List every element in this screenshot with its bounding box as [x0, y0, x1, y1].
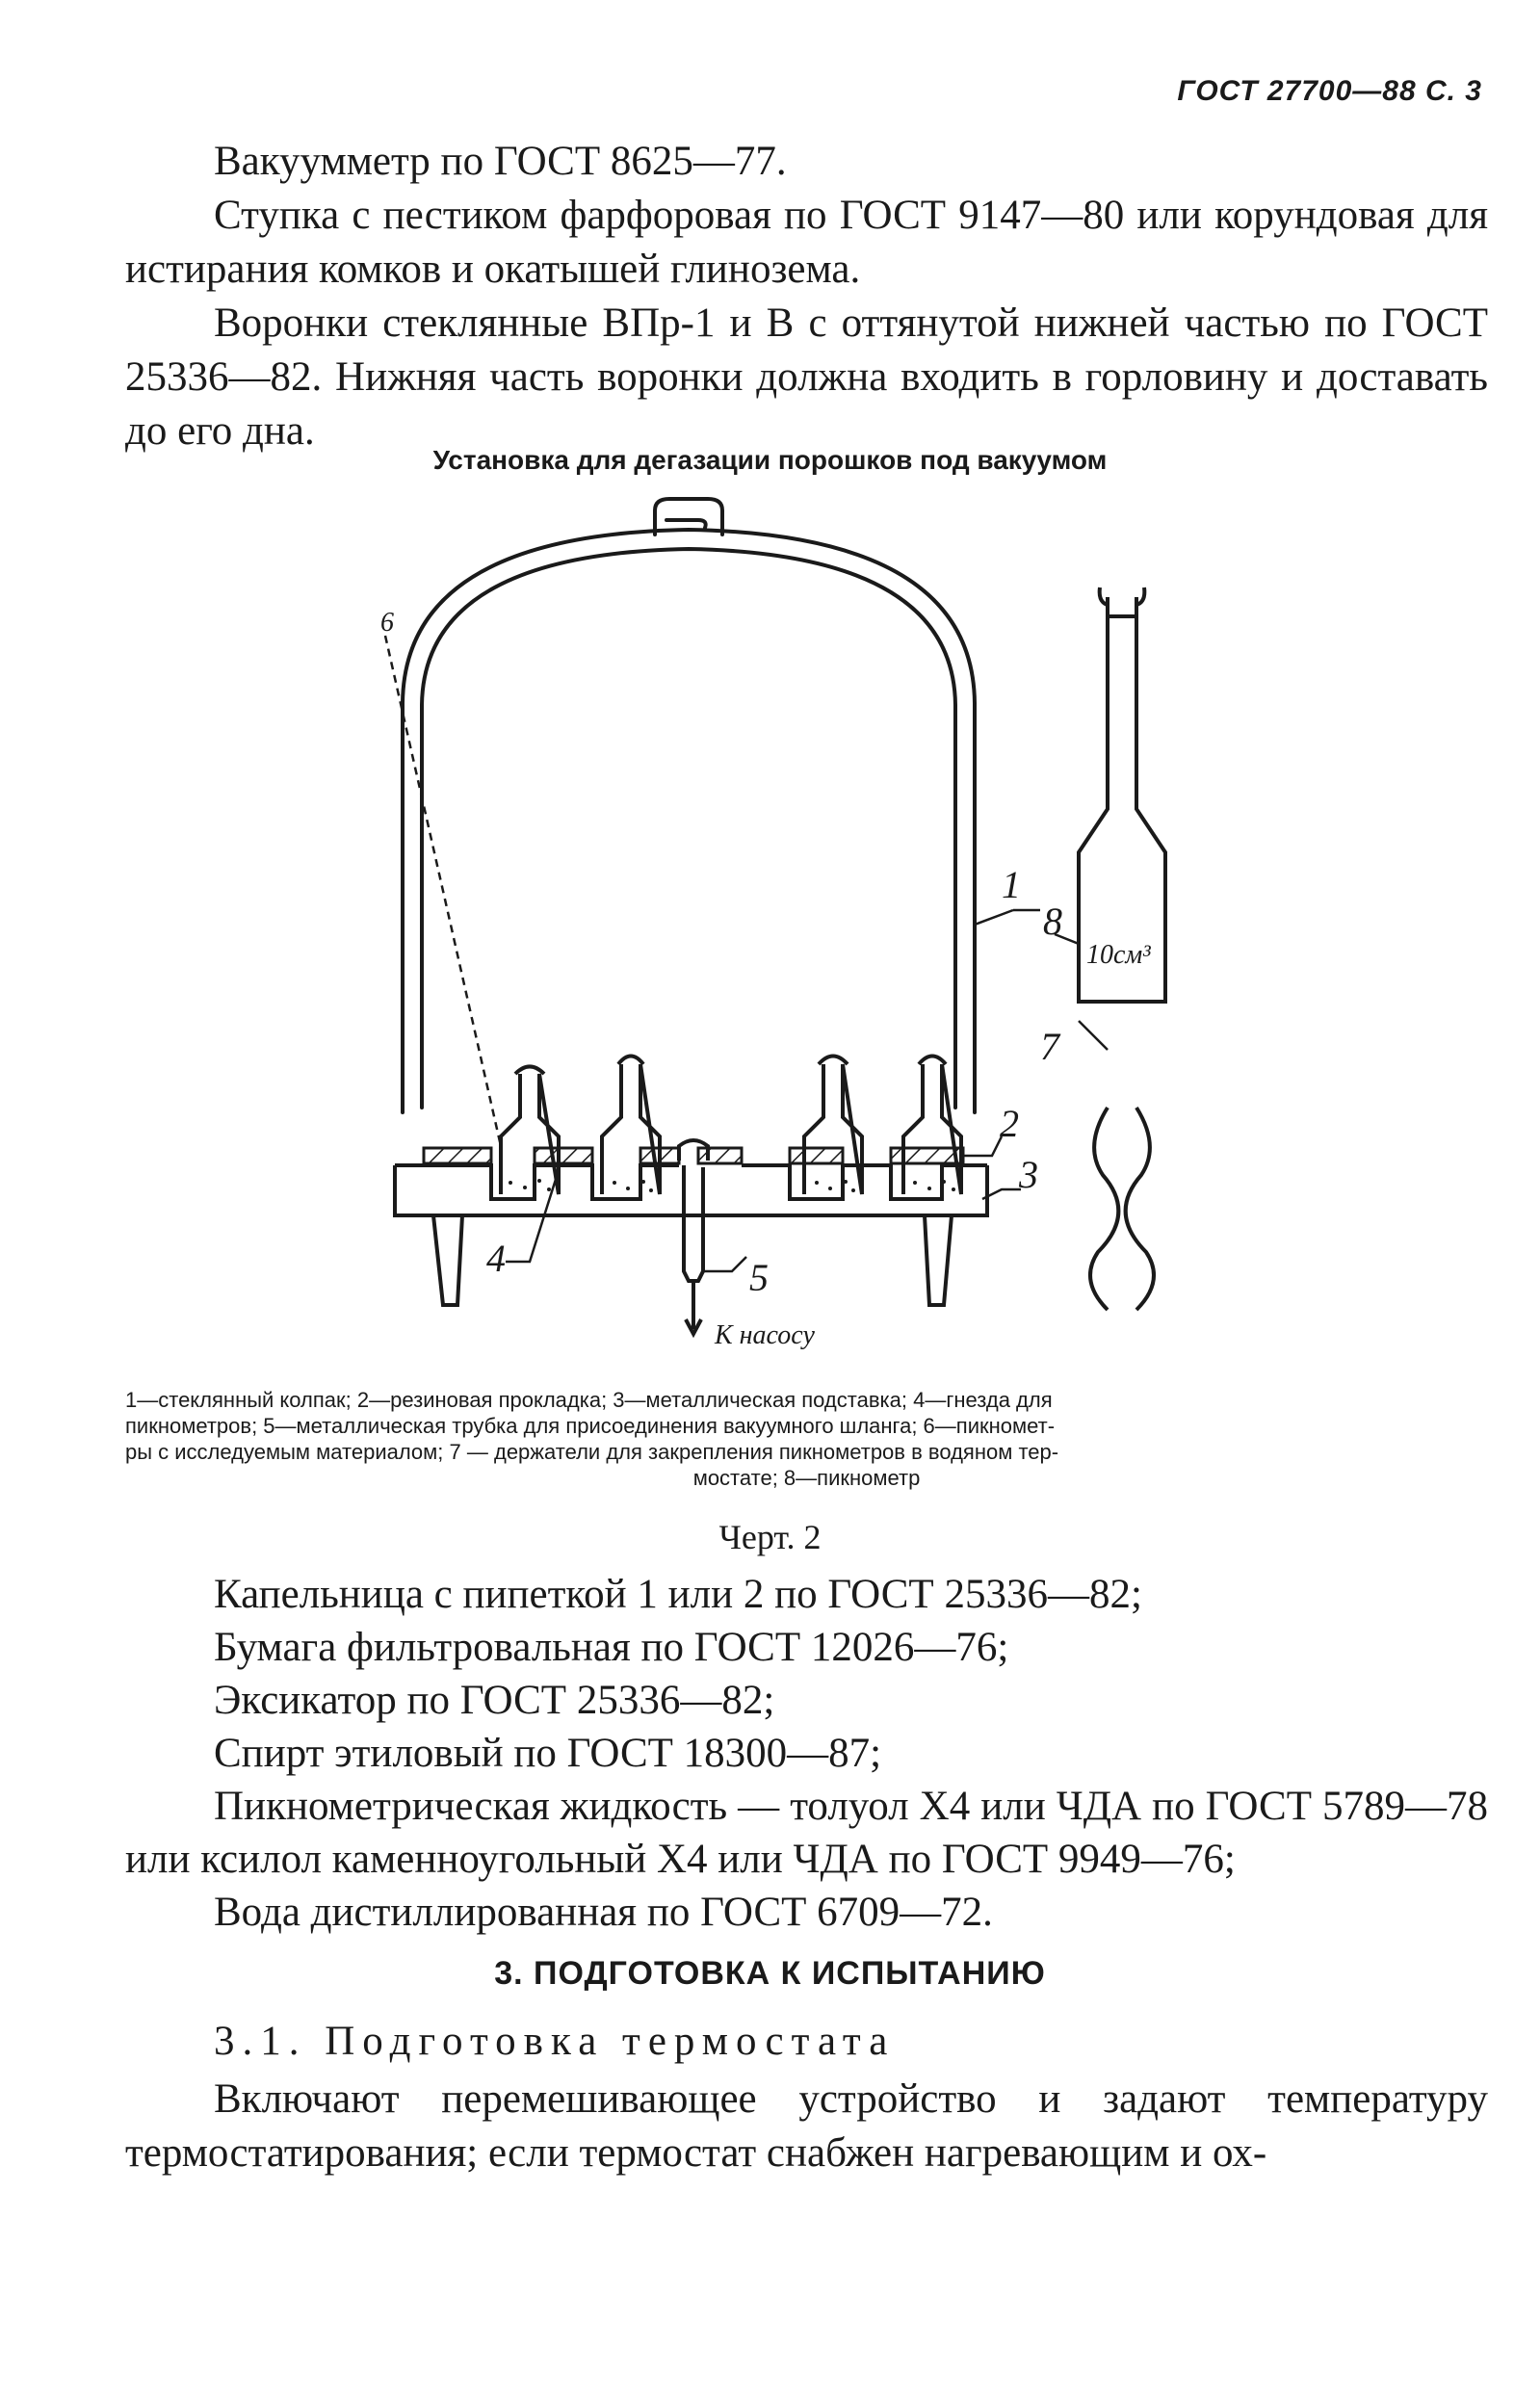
holder	[1090, 1108, 1154, 1310]
section-title: 3. ПОДГОТОВКА К ИСПЫТАНИЮ	[494, 1955, 1046, 1992]
running-head: ГОСТ 27700—88 С. 3	[1177, 75, 1482, 107]
label-3: 3	[1019, 1153, 1038, 1196]
volume-label: 10см³	[1086, 940, 1151, 970]
sample-material	[509, 1179, 955, 1192]
glass-bell-inner	[422, 549, 955, 1108]
label-7: 7	[1040, 1025, 1059, 1068]
figure-caption	[125, 1387, 1488, 1491]
paragraph-mortar: Ступка с пестиком фарфоровая по ГОСТ 9147—80 или корундовая для истирания комков и окатышей глинозема.	[125, 193, 1488, 292]
metal-stand	[395, 1165, 987, 1305]
intro-text	[125, 135, 1488, 458]
list-item: Вода дистиллированная по ГОСТ 6709—72.	[214, 1890, 993, 1935]
section-paragraph	[125, 2073, 1488, 2180]
glass-bell-outer	[403, 530, 975, 1112]
caption-line: пикнометров; 5—металлическая трубка для присоединения вакуумного шланга; 6—пикномет-	[125, 1414, 1056, 1438]
list-item: Капельница с пипеткой 1 или 2 по ГОСТ 25336—82;	[214, 1572, 1142, 1617]
label-8: 8	[1043, 900, 1062, 943]
label-4: 4	[486, 1237, 506, 1280]
rubber-gasket	[424, 1148, 963, 1163]
figure-number: Черт. 2	[718, 1518, 822, 1556]
label-6: 6	[380, 608, 394, 638]
pump-label: К насосу	[715, 1320, 815, 1350]
paragraph-thermostat: Включают перемешивающее устройство и задают температуру термостатирования; если термостат снабжен нагревающим и ох-	[125, 2076, 1488, 2176]
list-item: Бумага фильтровальная по ГОСТ 12026—76;	[214, 1625, 1009, 1670]
subsection-title: 3.1. Подготовка термостата	[214, 2019, 896, 2064]
materials-list	[125, 1568, 1488, 1939]
list-item: Эксикатор по ГОСТ 25336—82;	[214, 1678, 775, 1723]
label-2: 2	[1000, 1102, 1019, 1145]
figure-title: Установка для дегазации порошков под вакуумом	[432, 445, 1108, 475]
caption-line: 1—стеклянный колпак; 2—резиновая прокладка; 3—металлическая подставка; 4—гнезда для	[125, 1388, 1053, 1412]
metal-tube	[679, 1140, 708, 1334]
label-1: 1	[1002, 863, 1021, 906]
list-item: Пикнометрическая жидкость — толуол Х4 или ЧДА по ГОСТ 5789—78 или ксилол каменноугольный Х4 или ЧДА по ГОСТ 9949—76;	[125, 1784, 1488, 1882]
caption-line: мостате; 8—пикнометр	[692, 1466, 921, 1490]
leader-lines	[385, 636, 1108, 1271]
degassing-apparatus-figure	[366, 482, 1522, 1377]
label-5: 5	[749, 1256, 769, 1299]
caption-line: ры с исследуемым материалом; 7 — держатели для закрепления пикнометров в водяном тер-	[125, 1440, 1059, 1464]
list-item: Спирт этиловый по ГОСТ 18300—87;	[214, 1731, 882, 1776]
paragraph-vacuum-gauge: Вакуумметр по ГОСТ 8625—77.	[214, 139, 787, 184]
paragraph-funnels: Воронки стеклянные ВПр-1 и В с оттянутой нижней частью по ГОСТ 25336—82. Нижняя часть воронки должна входить в горловину и доставать до его дна.	[125, 300, 1488, 454]
